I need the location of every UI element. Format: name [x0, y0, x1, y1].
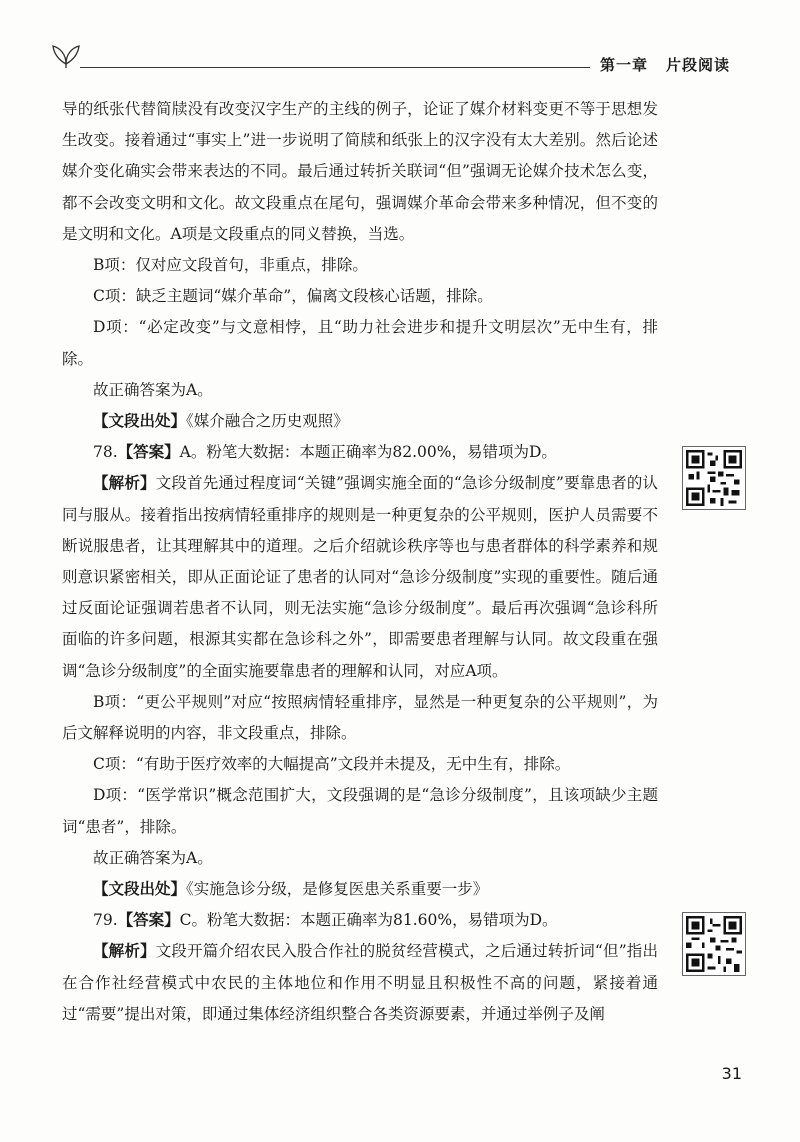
- q78-conclusion: 故正确答案为A。: [93, 848, 213, 867]
- source-text: 《实施急诊分级，是修复医患关系重要一步》: [186, 880, 489, 899]
- source-text: 《媒介融合之历史观照》: [186, 412, 349, 431]
- page-number: 31: [721, 1064, 742, 1083]
- q78-analysis: [62, 468, 658, 686]
- q78-source: [62, 874, 658, 905]
- question-number: 78.: [93, 443, 118, 462]
- q77-conclusion: 故正确答案为A。: [93, 380, 213, 399]
- q77-option-c: C项：缺乏主题词“媒介革命”，偏离文段核心话题，排除。: [93, 287, 493, 306]
- analysis-label: 【解析】: [93, 474, 156, 493]
- analysis-text: 文段首先通过程度词“关键”强调实施全面的“急诊分级制度”要靠患者的认同与服从。接着指出按病情轻重排序的规则是一种更复杂的公平规则，医护人员需要不断说服患者，让其理解其中的道理。之后介绍就诊秩序等也与患者群体的科学素养和规则意识紧密相关，即从正面论证了患者的认同对“急诊分级制度”实现的重要性。随后通过反面论证强调若患者不认同，则无法实施“急诊分级制度”。最后再次强调“急诊科所面临的许多问题，根源其实都在急诊科之外”，即需要患者理解与认同。故文段重在强调“急诊分级制度”的全面实施要靠患者的理解和认同，对应A项。: [62, 474, 658, 680]
- page-body: [62, 94, 658, 1030]
- answer-label: 【答案】: [117, 443, 180, 462]
- q77-analysis-continued: 导的纸张代替简牍没有改变汉字生产的主线的例子，论证了媒介材料变更不等于思想发生改变。接着通过“事实上”进一步说明了简牍和纸张上的汉字没有太大差别。然后论述媒介变化确实会带来表达的不同。最后通过转折关联词“但”强调无论媒介技术怎么变，都不会改变文明和文化。故文段重点在尾句，强调媒介革命会带来多种情况，但不变的是文明和文化。A项是文段重点的同义替换，当选。: [62, 100, 658, 243]
- analysis-text: 文段开篇介绍农民入股合作社的脱贫经营模式，之后通过转折词“但”指出在合作社经营模式中农民的主体地位和作用不明显且积极性不高的问题，紧接着通过“需要”提出对策，即通过集体经济组织整合各类资源要素，并通过举例子及阐: [62, 942, 658, 1023]
- q77-option-b: B项：仅对应文段首句，非重点，排除。: [93, 256, 368, 275]
- qr-code-pattern: [686, 450, 742, 506]
- leaf-icon: [50, 40, 82, 68]
- answer-label: 【答案】: [117, 911, 180, 930]
- chapter-title: [590, 54, 740, 75]
- page-header: [40, 40, 800, 80]
- section-label: 片段阅读: [665, 56, 730, 74]
- q78-option-d: D项：“医学常识”概念范围扩大，文段强调的是“急诊分级制度”，且该项缺少主题词“患者”，排除。: [62, 786, 658, 836]
- qr-code-pattern: [686, 916, 742, 972]
- qr-code-icon[interactable]: [682, 912, 746, 976]
- q79-answer: [62, 905, 658, 936]
- q77-source: [62, 406, 658, 437]
- q78-option-b: B项：“更公平规则”对应“按照病情轻重排序，显然是一种更复杂的公平规则”，为后文解释说明的内容，非文段重点，排除。: [62, 692, 658, 743]
- question-number: 79.: [93, 911, 118, 930]
- qr-code-icon[interactable]: [682, 446, 746, 510]
- q78-answer: [62, 437, 658, 468]
- q79-analysis: [62, 936, 658, 1030]
- answer-text: C。粉笔大数据：本题正确率为81.60%，易错项为D。: [179, 911, 558, 930]
- analysis-label: 【解析】: [93, 942, 156, 961]
- q77-option-d: D项：“必定改变”与文意相悖，且“助力社会进步和提升文明层次”无中生有，排除。: [62, 318, 658, 368]
- source-label: 【文段出处】: [93, 412, 187, 431]
- source-label: 【文段出处】: [93, 880, 187, 899]
- answer-text: A。粉笔大数据：本题正确率为82.00%，易错项为D。: [179, 443, 557, 462]
- chapter-label: 第一章: [599, 56, 648, 74]
- q78-option-c: C项：“有助于医疗效率的大幅提高”文段并未提及，无中生有，排除。: [93, 755, 571, 774]
